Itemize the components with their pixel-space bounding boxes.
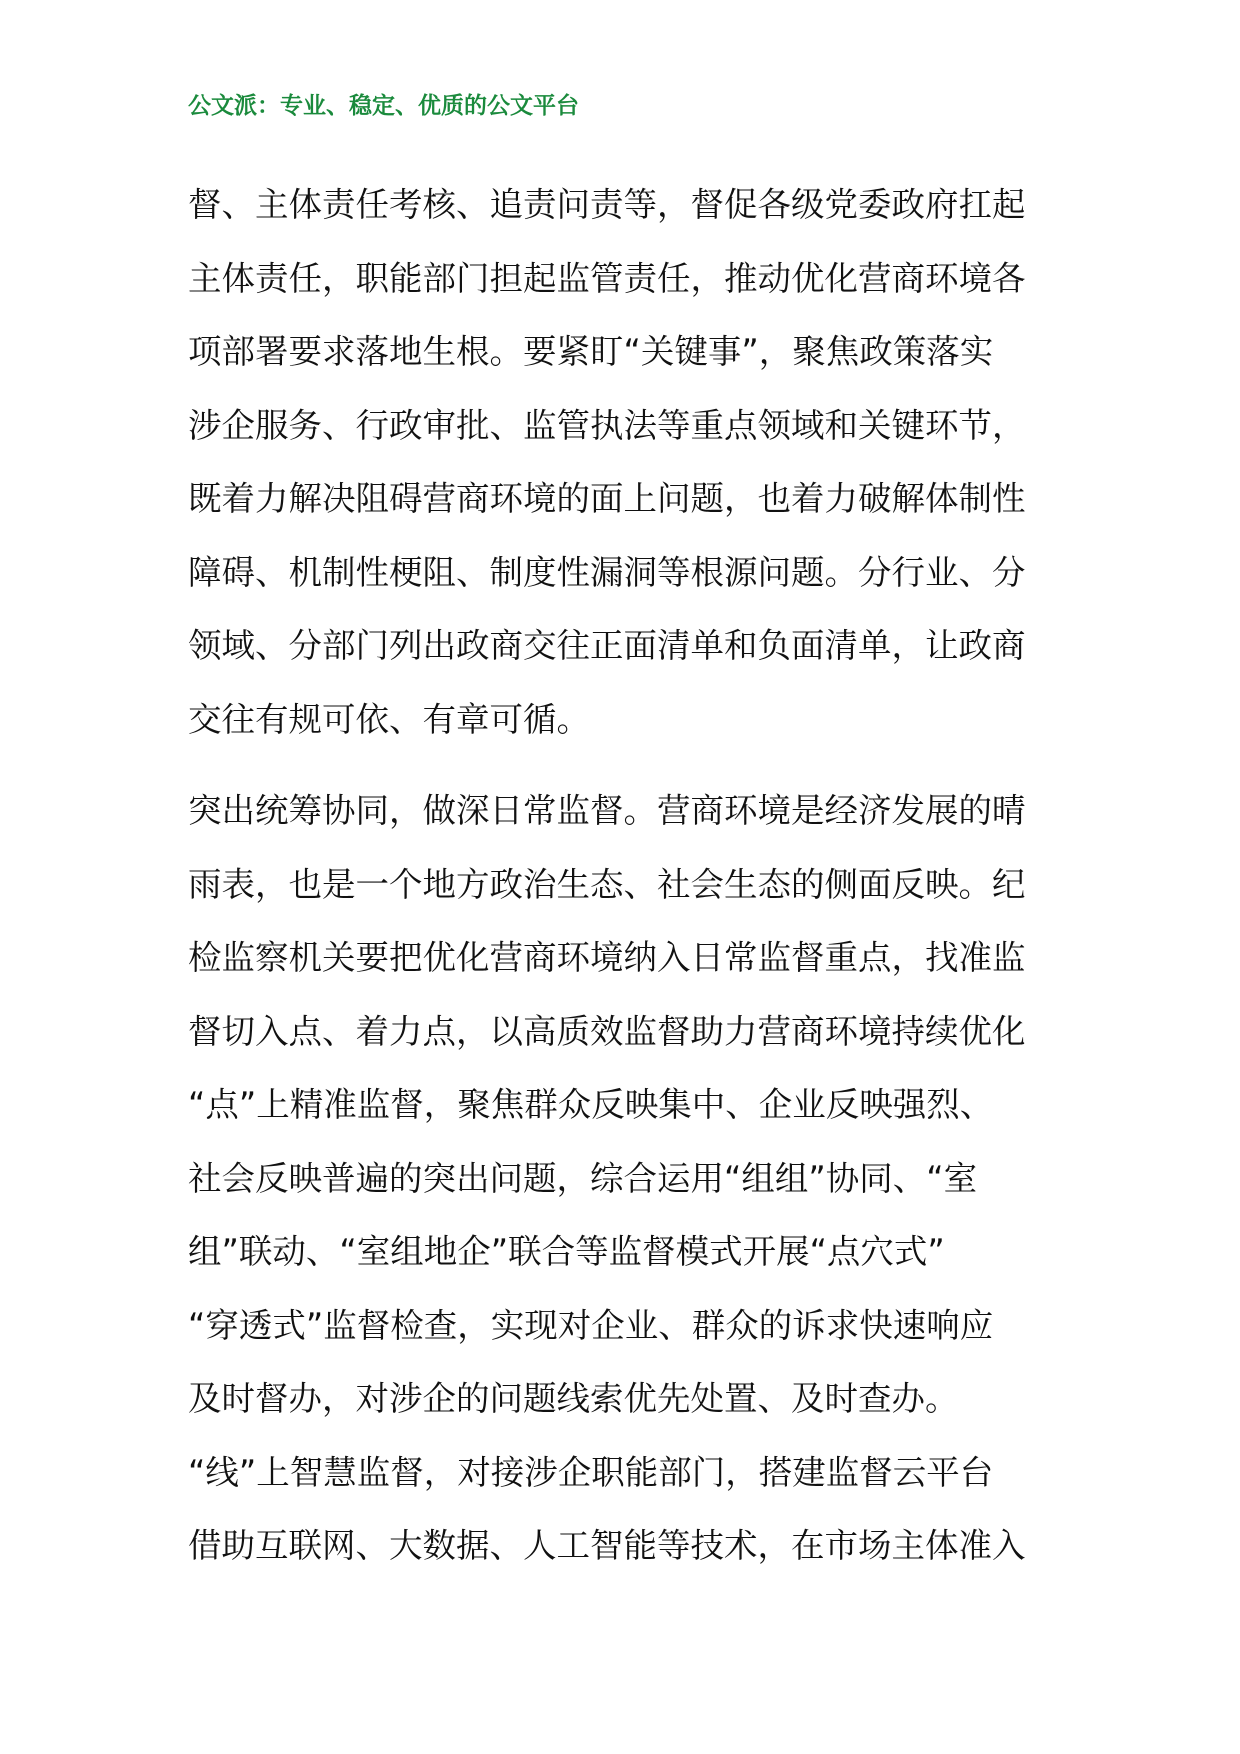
text-line: 领域、分部门列出政商交往正面清单和负面清单，让政商 bbox=[188, 626, 1026, 665]
text-line: “点”上精准监督，聚焦群众反映集中、企业反映强烈、 bbox=[188, 1085, 994, 1124]
page-header: 公文派：专业、稳定、优质的公文平台 bbox=[188, 92, 579, 119]
text-line: 督、主体责任考核、追责问责等，督促各级党委政府扛起 bbox=[188, 185, 1026, 224]
text-line: 检监察机关要把优化营商环境纳入日常监督重点，找准监 bbox=[188, 938, 1026, 977]
document-body bbox=[188, 168, 1058, 1583]
text-line: 涉企服务、行政审批、监管执法等重点领域和关键环节， bbox=[188, 405, 1026, 445]
text-line: 借助互联网、大数据、人工智能等技术，在市场主体准入 bbox=[188, 1526, 1026, 1565]
text-line: 障碍、机制性梗阻、制度性漏洞等根源问题。分行业、分 bbox=[188, 552, 1026, 592]
paragraph bbox=[188, 774, 1058, 1583]
text-line: 社会反映普遍的突出问题，综合运用“组组”协同、“室 bbox=[188, 1158, 978, 1198]
text-line: “线”上智慧监督，对接涉企职能部门，搭建监督云平台 bbox=[188, 1452, 994, 1492]
text-line: 突出统筹协同，做深日常监督。营商环境是经济发展的晴 bbox=[188, 791, 1026, 830]
text-line: 主体责任，职能部门担起监管责任，推动优化营商环境各 bbox=[188, 258, 1026, 298]
text-line: 督切入点、着力点，以高质效监督助力营商环境持续优化 bbox=[188, 1011, 1026, 1051]
paragraph-spacer bbox=[188, 756, 1058, 774]
text-line: 组”联动、“室组地企”联合等监督模式开展“点穴式” bbox=[188, 1232, 945, 1271]
text-line: 及时督办，对涉企的问题线索优先处置、及时查办。 bbox=[188, 1379, 959, 1418]
text-line: 交往有规可依、有章可循。 bbox=[188, 699, 590, 739]
text-line: 既着力解决阻碍营商环境的面上问题，也着力破解体制性 bbox=[188, 479, 1026, 518]
text-line: 项部署要求落地生根。要紧盯“关键事”，聚焦政策落实 bbox=[188, 332, 994, 371]
paragraph bbox=[188, 168, 1058, 756]
text-line: 雨表，也是一个地方政治生态、社会生态的侧面反映。纪 bbox=[188, 864, 1026, 904]
text-line: “穿透式”监督检查，实现对企业、群众的诉求快速响应 bbox=[188, 1305, 994, 1345]
